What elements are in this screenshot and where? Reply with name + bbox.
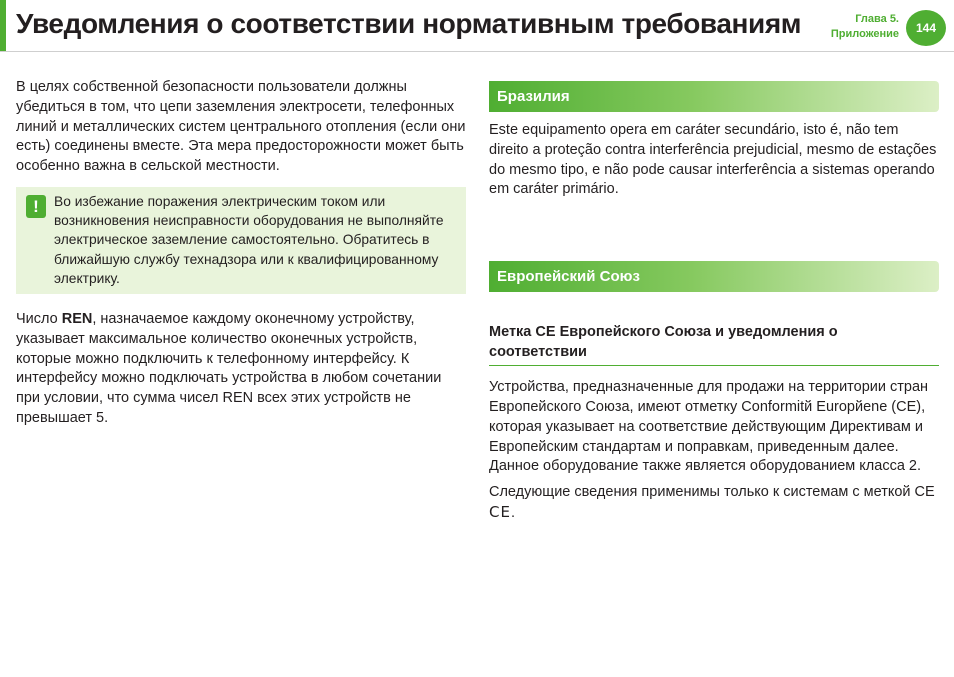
eu-paragraph: Устройства, предназначенные для продажи на территории стран Европейского Союза, имеют отметку Conformitй Europйene (CE), которая указывает на соответствие действующим Директивам и Европейским стандартам и поправкам, приведенным далее. Данное оборудование также является оборудованием класса 2. [489, 379, 929, 475]
warning-text: Во избежание поражения электрическим током или возникновения неисправности оборудования не выполняйте электрическое заземление самостоятельно. Обратитесь в ближайшую службу технадзора или к квалифицированному электрику. [54, 193, 444, 286]
brazil-paragraph: Este equipamento opera em caráter secundário, isto é, não tem direito a proteção contra interferência prejudicial, mesmo de estações do mesmo tipo, e não pode causar interferência a sistemas operando em caráter primário. [489, 122, 937, 198]
page-number-badge: 144 [906, 10, 946, 46]
exclamation-icon: ! [26, 195, 46, 218]
warning-note [16, 187, 466, 294]
ce-paragraph [489, 483, 939, 524]
page-title: Уведомления о соответствии нормативным требованиям [16, 8, 802, 39]
ren-description: , назначаемое каждому оконечному устройству, указывает максимальное количество оконечных устройств, которые можно подключить к телефонному интерфейсу. К интерфейсу можно подключать устройства в любом сочетании при условии, что сумма чисел REN всех этих устройств не превышает 5. [16, 311, 442, 426]
section-heading-brazil: Бразилия [489, 81, 939, 112]
ce-mark-icon: CE [489, 502, 511, 521]
ce-text-end: . [510, 504, 515, 521]
ren-term: REN [61, 311, 93, 327]
ce-text: Следующие сведения применимы только к системам с меткой CE [489, 484, 935, 501]
chapter-number: Глава 5. [855, 13, 899, 25]
title-divider [0, 51, 954, 52]
eu-subheading: Метка CE Европейского Союза и уведомления о соответствии [489, 322, 939, 366]
left-column [16, 78, 466, 429]
section-heading-eu: Европейский Союз [489, 261, 939, 292]
header-accent-bar [0, 0, 6, 52]
ren-prefix: Число [16, 311, 62, 327]
chapter-label [831, 12, 899, 42]
ren-paragraph [16, 310, 466, 429]
chapter-name: Приложение [830, 28, 899, 40]
right-column [489, 81, 939, 524]
safety-intro-paragraph: В целях собственной безопасности пользователи должны убедиться в том, что цепи заземления электросети, телефонных линий и металлических систем центрального отопления (если они есть) соединены вместе. Эта мера предосторожности может быть особенно важна в сельской местности. [16, 79, 466, 175]
